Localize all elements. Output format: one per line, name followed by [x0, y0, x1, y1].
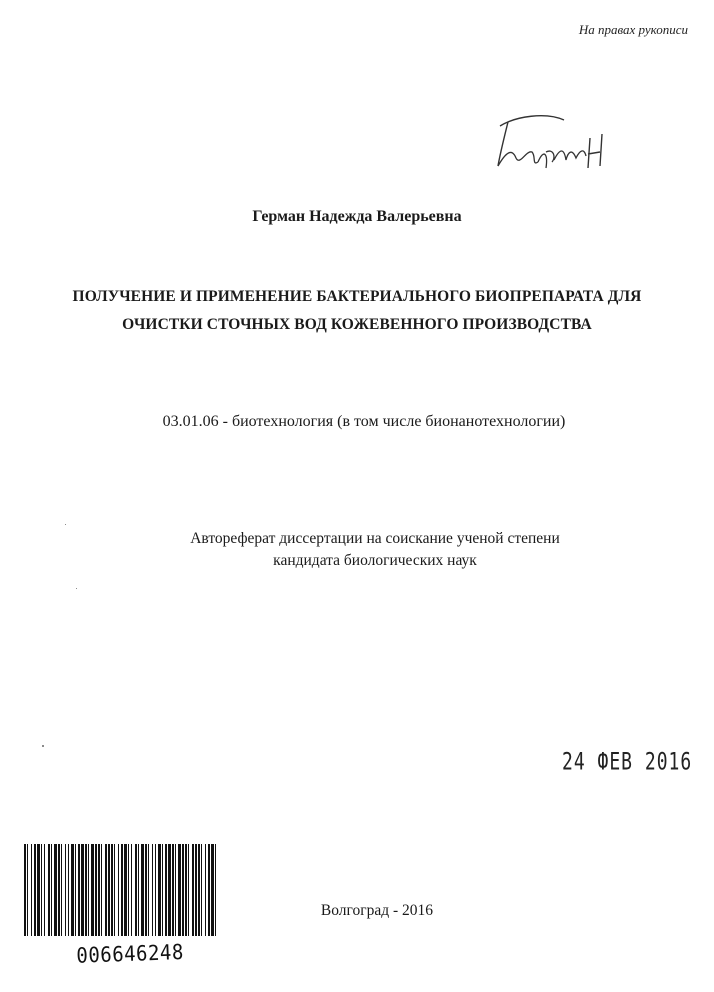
barcode-bar	[211, 844, 214, 936]
barcode-bar	[121, 844, 123, 936]
barcode-bar	[34, 844, 36, 936]
barcode-bar	[131, 844, 132, 936]
specialty-code: 03.01.06 - биотехнология (в том числе бионанотехнологии)	[162, 413, 566, 430]
barcode-bar	[91, 844, 94, 936]
barcode-bar	[75, 844, 76, 936]
barcode-bar	[81, 844, 84, 936]
barcode-bar	[48, 844, 50, 936]
barcode-bar	[85, 844, 87, 936]
barcode-bar	[95, 844, 97, 936]
barcode-bar	[175, 844, 176, 936]
scan-speck	[42, 745, 44, 747]
barcode-bar	[118, 844, 119, 936]
barcode	[22, 842, 222, 952]
barcode-bar	[162, 844, 163, 936]
barcode-bar	[188, 844, 189, 936]
barcode-bar	[192, 844, 194, 936]
manuscript-note: На правах рукописи	[578, 22, 688, 37]
barcode-bar	[145, 844, 147, 936]
barcode-bar	[105, 844, 107, 936]
barcode-bar	[195, 844, 197, 936]
barcode-bar	[165, 844, 167, 936]
barcode-bar	[152, 844, 153, 936]
barcode-bar	[71, 844, 74, 936]
abstract-description	[0, 528, 714, 572]
scan-speck	[76, 588, 77, 589]
barcode-bar	[168, 844, 171, 936]
barcode-bar	[58, 844, 60, 936]
barcode-bar	[201, 844, 202, 936]
barcode-bar	[155, 844, 156, 936]
barcode-bar	[98, 844, 100, 936]
barcode-bar	[44, 844, 45, 936]
barcode-bar	[101, 844, 102, 936]
barcode-bar	[158, 844, 161, 936]
barcode-bar	[182, 844, 184, 936]
barcode-bar	[65, 844, 66, 936]
barcode-bar	[61, 844, 62, 936]
barcode-bar	[114, 844, 115, 936]
barcode-bar	[138, 844, 139, 936]
barcode-bar	[128, 844, 129, 936]
barcode-bar	[51, 844, 52, 936]
title-line-1: ПОЛУЧЕНИЕ И ПРИМЕНЕНИЕ БАКТЕРИАЛЬНОГО БИОПРЕПАРАТА ДЛЯ	[72, 288, 642, 305]
abstract-line-2: кандидата биологических наук	[273, 552, 477, 569]
dissertation-title	[40, 283, 674, 339]
barcode-bar	[141, 844, 144, 936]
barcode-bar	[124, 844, 127, 936]
barcode-bar	[205, 844, 206, 936]
title-line-2: ОЧИСТКИ СТОЧНЫХ ВОД КОЖЕВЕННОГО ПРОИЗВОДСТВА	[122, 316, 592, 333]
barcode-bar	[148, 844, 149, 936]
barcode-bar	[111, 844, 113, 936]
barcode-bar	[135, 844, 137, 936]
barcode-bar	[24, 844, 26, 936]
barcode-bar	[27, 844, 28, 936]
barcode-bar	[108, 844, 110, 936]
barcode-bar	[185, 844, 187, 936]
author-name: Герман Надежда Валерьевна	[252, 208, 462, 225]
barcode-bar	[78, 844, 80, 936]
barcode-bar	[172, 844, 174, 936]
barcode-bar	[41, 844, 42, 936]
barcode-bar	[54, 844, 57, 936]
barcode-bar	[37, 844, 40, 936]
scan-speck	[65, 524, 66, 525]
city-year: Волгоград - 2016	[320, 902, 434, 919]
date-stamp: 24 ФЕВ 2016	[562, 748, 693, 777]
barcode-bar	[88, 844, 89, 936]
abstract-line-1: Автореферат диссертации на соискание ученой степени	[190, 530, 560, 547]
barcode-bar	[198, 844, 200, 936]
barcode-number: 006646248	[76, 940, 185, 969]
barcode-bar	[68, 844, 69, 936]
barcode-bar	[178, 844, 181, 936]
barcode-bar	[208, 844, 210, 936]
barcode-bar	[31, 844, 32, 936]
handwritten-signature	[486, 108, 616, 178]
barcode-bar	[215, 844, 216, 936]
